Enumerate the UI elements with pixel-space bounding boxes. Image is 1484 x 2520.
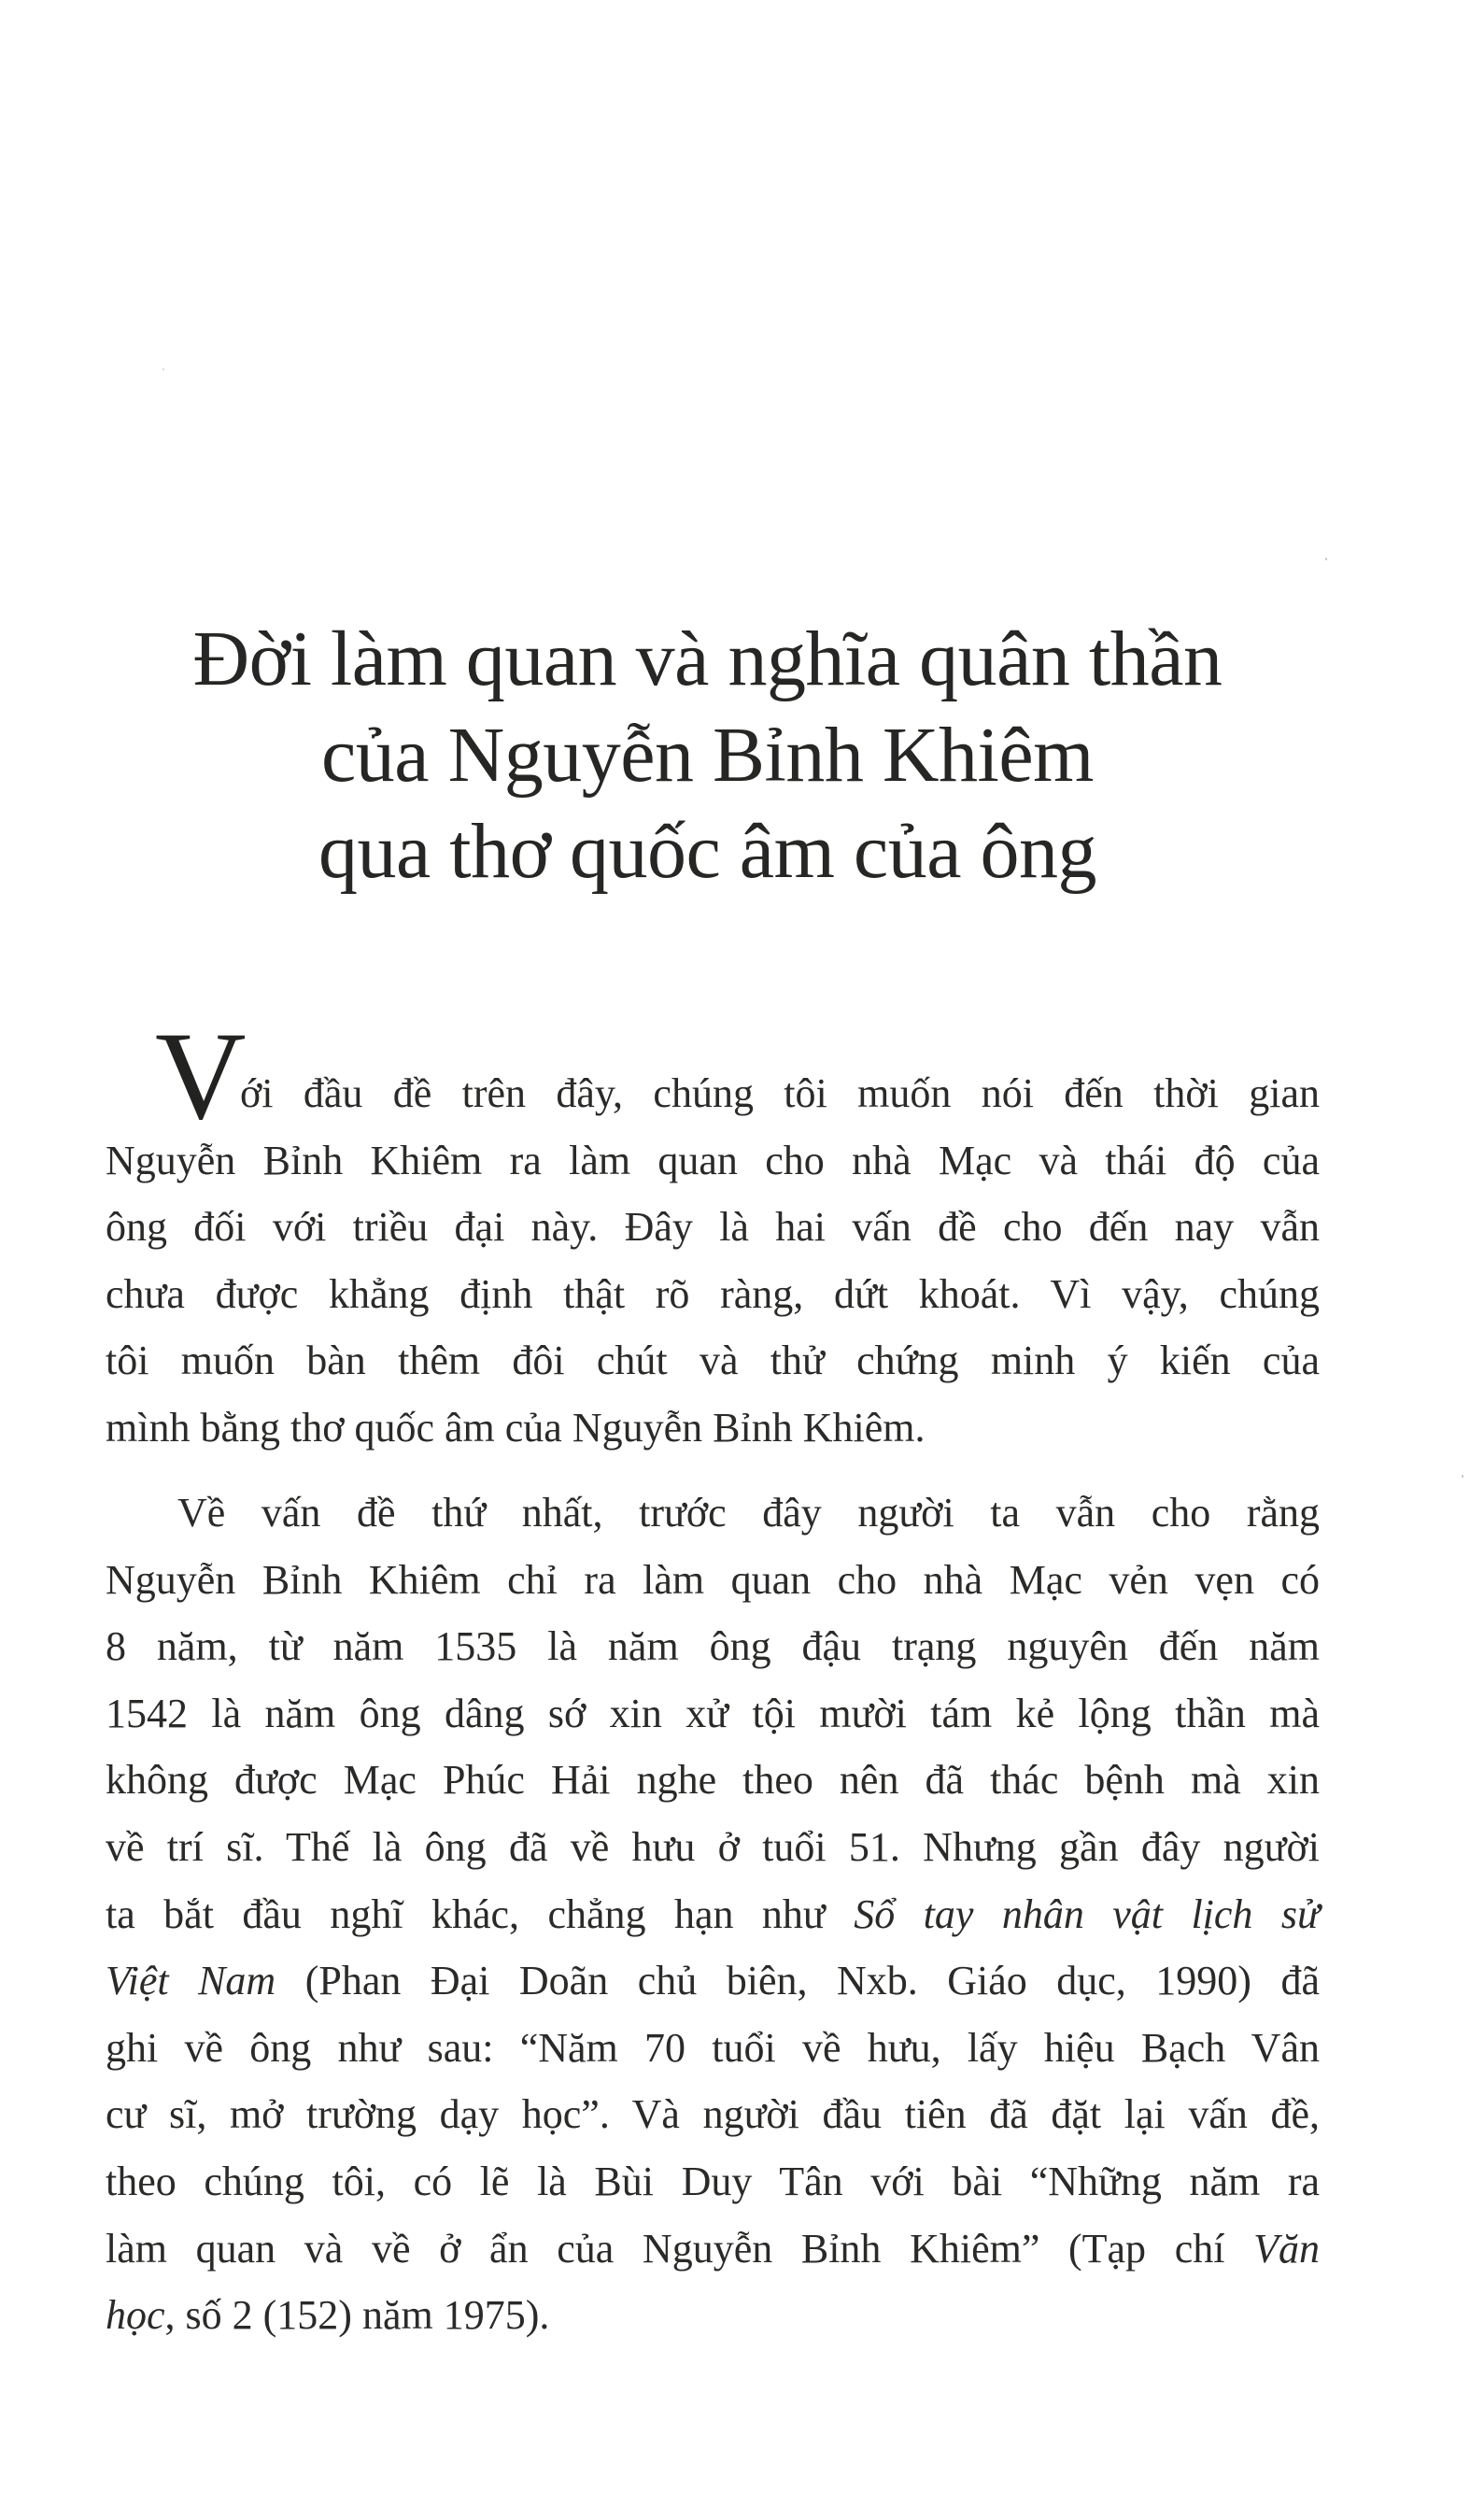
text-line-with-italic [106, 1881, 1320, 1948]
plain-text: (Phan Đại Doãn chủ biên, Nxb. Giáo dục, 1990) đã [276, 1958, 1320, 2004]
italic-book-title: Việt Nam [106, 1958, 276, 2004]
paragraph-1 [106, 1060, 1320, 1462]
text-line: chưa được khẳng định thật rõ ràng, dứt khoát. Vì vậy, chúng [106, 1270, 1320, 1317]
italic-journal-title: học [106, 2292, 165, 2339]
plain-text: làm quan và về ở ẩn của Nguyễn Bỉnh Khiêm” (Tạp chí [106, 2225, 1254, 2272]
text-line: 8 năm, từ năm 1535 là năm ông đậu trạng nguyên đến năm [106, 1623, 1320, 1670]
text-line: Về vấn đề thứ nhất, trước đây người ta vẫn cho rằng [177, 1490, 1320, 1536]
text-line-with-italic [106, 2282, 1320, 2349]
text-line: tôi muốn bàn thêm đôi chút và thử chứng minh ý kiến của [106, 1338, 1320, 1384]
text-line: theo chúng tôi, có lẽ là Bùi Duy Tân với bài “Những năm ra [106, 2158, 1320, 2204]
paragraph-2 [106, 1479, 1320, 2349]
text-line: ghi về ông như sau: “Năm 70 tuổi về hưu, lấy hiệu Bạch Vân [106, 2024, 1320, 2071]
title-line-2: của Nguyễn Bỉnh Khiêm [321, 712, 1094, 799]
scan-speck [163, 368, 164, 371]
text-line-with-italic [106, 1947, 1320, 2015]
chapter-title [93, 611, 1321, 899]
plain-text: ta bắt đầu nghĩ khác, chẳng hạn như [106, 1890, 855, 1937]
italic-journal-title: Văn [1253, 2225, 1320, 2272]
text-line: ới đầu đề trên đây, chúng tôi muốn nói đến thời gian [240, 1070, 1320, 1116]
title-line-3: qua thơ quốc âm của ông [318, 808, 1096, 895]
text-line-with-italic [106, 2216, 1320, 2283]
text-line: không được Mạc Phúc Hải nghe theo nên đã thác bệnh mà xin [106, 1757, 1320, 1804]
text-line: Nguyễn Bỉnh Khiêm ra làm quan cho nhà Mạc và thái độ của [106, 1137, 1320, 1183]
text-line: Nguyễn Bỉnh Khiêm chỉ ra làm quan cho nhà Mạc vẻn vẹn có [106, 1556, 1320, 1603]
text-line: về trí sĩ. Thế là ông đã về hưu ở tuổi 51. Nhưng gần đây người [106, 1823, 1320, 1870]
italic-book-title: Sổ tay nhân vật lịch sử [854, 1890, 1320, 1937]
text-line: mình bằng thơ quốc âm của Nguyễn Bỉnh Khiêm. [106, 1404, 926, 1451]
drop-cap: V [155, 1007, 247, 1146]
scan-speck [1325, 558, 1327, 560]
text-line: cư sĩ, mở trường dạy học”. Và người đầu tiên đã đặt lại vấn đề, [106, 2091, 1320, 2138]
text-line: ông đối với triều đại này. Đây là hai vấn đề cho đến nay vẫn [106, 1204, 1320, 1251]
title-line-1: Đời làm quan và nghĩa quân thần [192, 616, 1223, 702]
text-line: 1542 là năm ông dâng sớ xin xử tội mười tám kẻ lộng thần mà [106, 1690, 1320, 1736]
plain-text: , số 2 (152) năm 1975). [164, 2292, 550, 2339]
scan-speck [1462, 1475, 1463, 1478]
